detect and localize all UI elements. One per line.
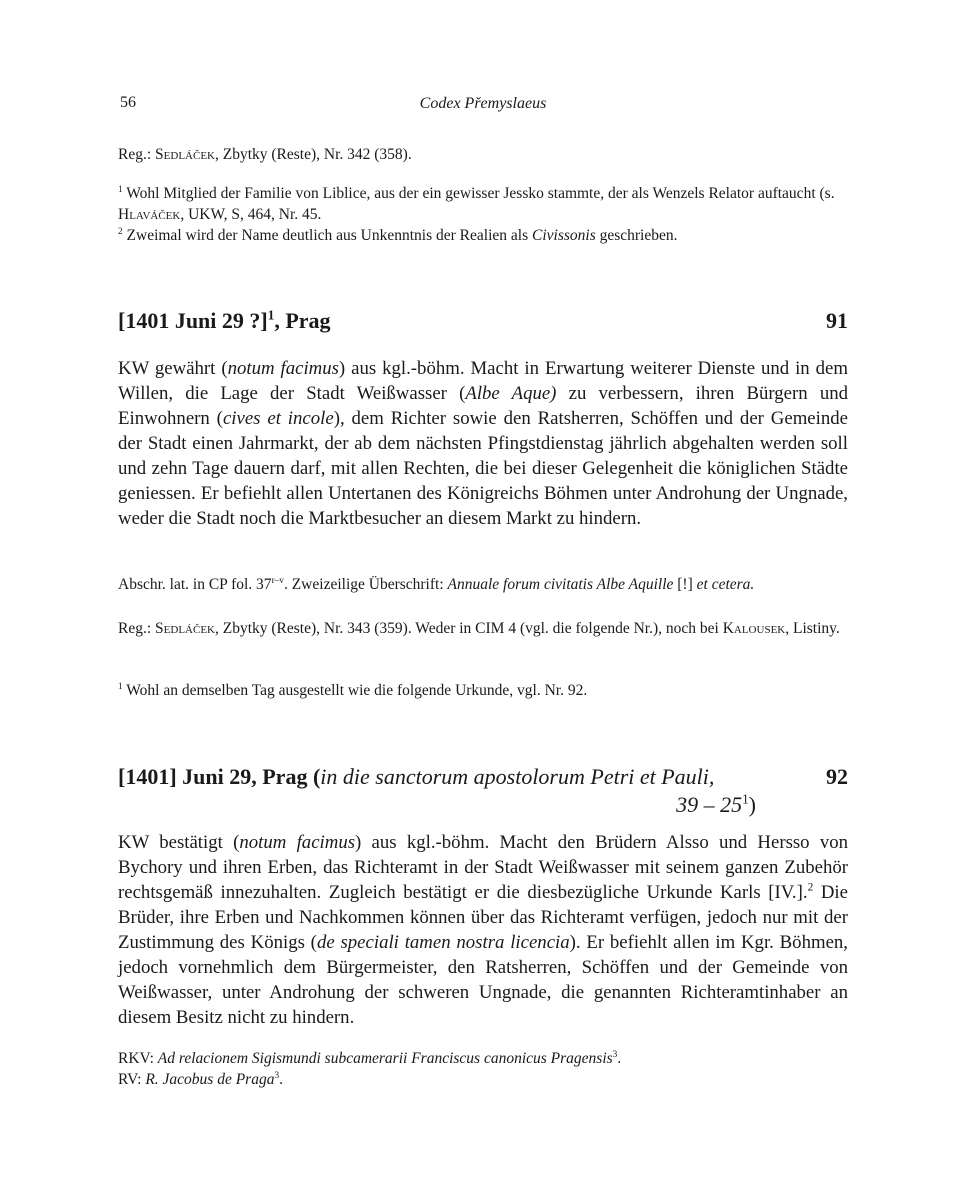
- entry-number-91: 91: [826, 308, 848, 333]
- footnote-2: $^2$ Zweimal wird der Name deutlich aus Unkenntnis der Realien als Civissonis geschrieben.: [118, 226, 678, 244]
- copy-note-91: Abschr. lat. in CP fol. 37$^{r-v}$. Zweizeilige Überschrift: Annuale forum civitatis Albe Aquille [!] et cetera.: [118, 575, 755, 593]
- entry-heading-92: [1401] Juni 29, Prag (in die sanctorum apostolorum Petri et Pauli, $39 - 25^1$) 92: [118, 764, 848, 817]
- entry-heading-91: [1401 Juni 29 ?]$^1$, Prag 91: [118, 307, 848, 333]
- footnote-1: $^1$ Wohl Mitglied der Familie von Liblice, aus der ein gewisser Jessko stammte, der als Wenzels Relator auftaucht (s. Hlaváček, UKW, S, 464, Nr. 45.: [118, 184, 835, 223]
- running-title: Codex Přemyslaeus: [419, 95, 547, 112]
- regest-reference-91: Reg.: Sedláček, Zbytky (Reste), Nr. 343 (359). Weder in CIM 4 (vgl. die folgende Nr.), noch bei Kalousek, Listiny.: [118, 620, 840, 637]
- page-number: 56: [120, 94, 136, 111]
- regest-reference: Reg.: Sedláček, Zbytky (Reste), Nr. 342 (358).: [118, 146, 412, 163]
- footnotes-previous-entry: [118, 183, 848, 246]
- rv-line: RV: R. Jacobus de Praga$^3$.: [118, 1070, 283, 1088]
- entry-number-92: 92: [826, 764, 848, 789]
- entry-body-91: KW gewährt (notum facimus) aus kgl.-böhm. Macht in Erwartung weiterer Dienste und in dem Willen, die Lage der Stadt Weißwasser (Albe Aque) zu verbessern, ihren Bürgern und Einwohnern (cives et incole), dem Richter sowie den Ratsherren, Schöffen und der Gemeinde der Stadt einen Jahrmarkt, der ab dem nächsten Pfingstdienstag jährlich abgehalten werden soll und zehn Tage dauern darf, mit allen Rechten, die bei dieser Gelegenheit die königlichen Städte geniessen. Er befiehlt allen Untertanen des Königreichs Böhmen unter Androhung der Ungnade, weder die Stadt noch die Marktbesucher an diesem Markt zu hindern.: [118, 358, 848, 529]
- rkv-line: RKV: Ad relacionem Sigismundi subcamerarii Franciscus canonicus Pragensis$^3$.: [118, 1049, 622, 1067]
- relator-notes-92: [118, 1048, 848, 1090]
- entry-body-92: KW bestätigt (notum facimus) aus kgl.-böhm. Macht den Brüdern Alsso und Hersso von Bychory und ihren Erben, das Richteramt in der Stadt Weißwasser mit seinem ganzen Zubehör rechtsgemäß innezuhalten. Zugleich bestätigt er die diesbezügliche Urkunde Karls [IV.].$^2$ Die Brüder, ihre Erben und Nachkommen können über das Richteramt verfügen, jedoch nur mit der Zustimmung des Königs (de speciali tamen nostra licencia). Er befiehlt allen im Kgr. Böhmen, jedoch vornehmlich dem Bürgermeister, den Ratsherren, Schöffen und der Gemeinde von Weißwasser, unter Androhung der schweren Ungnade, die genannten Richteramtinhaber an diesem Besitz nicht zu hindern.: [118, 832, 849, 1028]
- running-head: [118, 94, 848, 116]
- footnote-91-1: $^1$ Wohl an demselben Tag ausgestellt wie die folgende Urkunde, vgl. Nr. 92.: [118, 681, 588, 699]
